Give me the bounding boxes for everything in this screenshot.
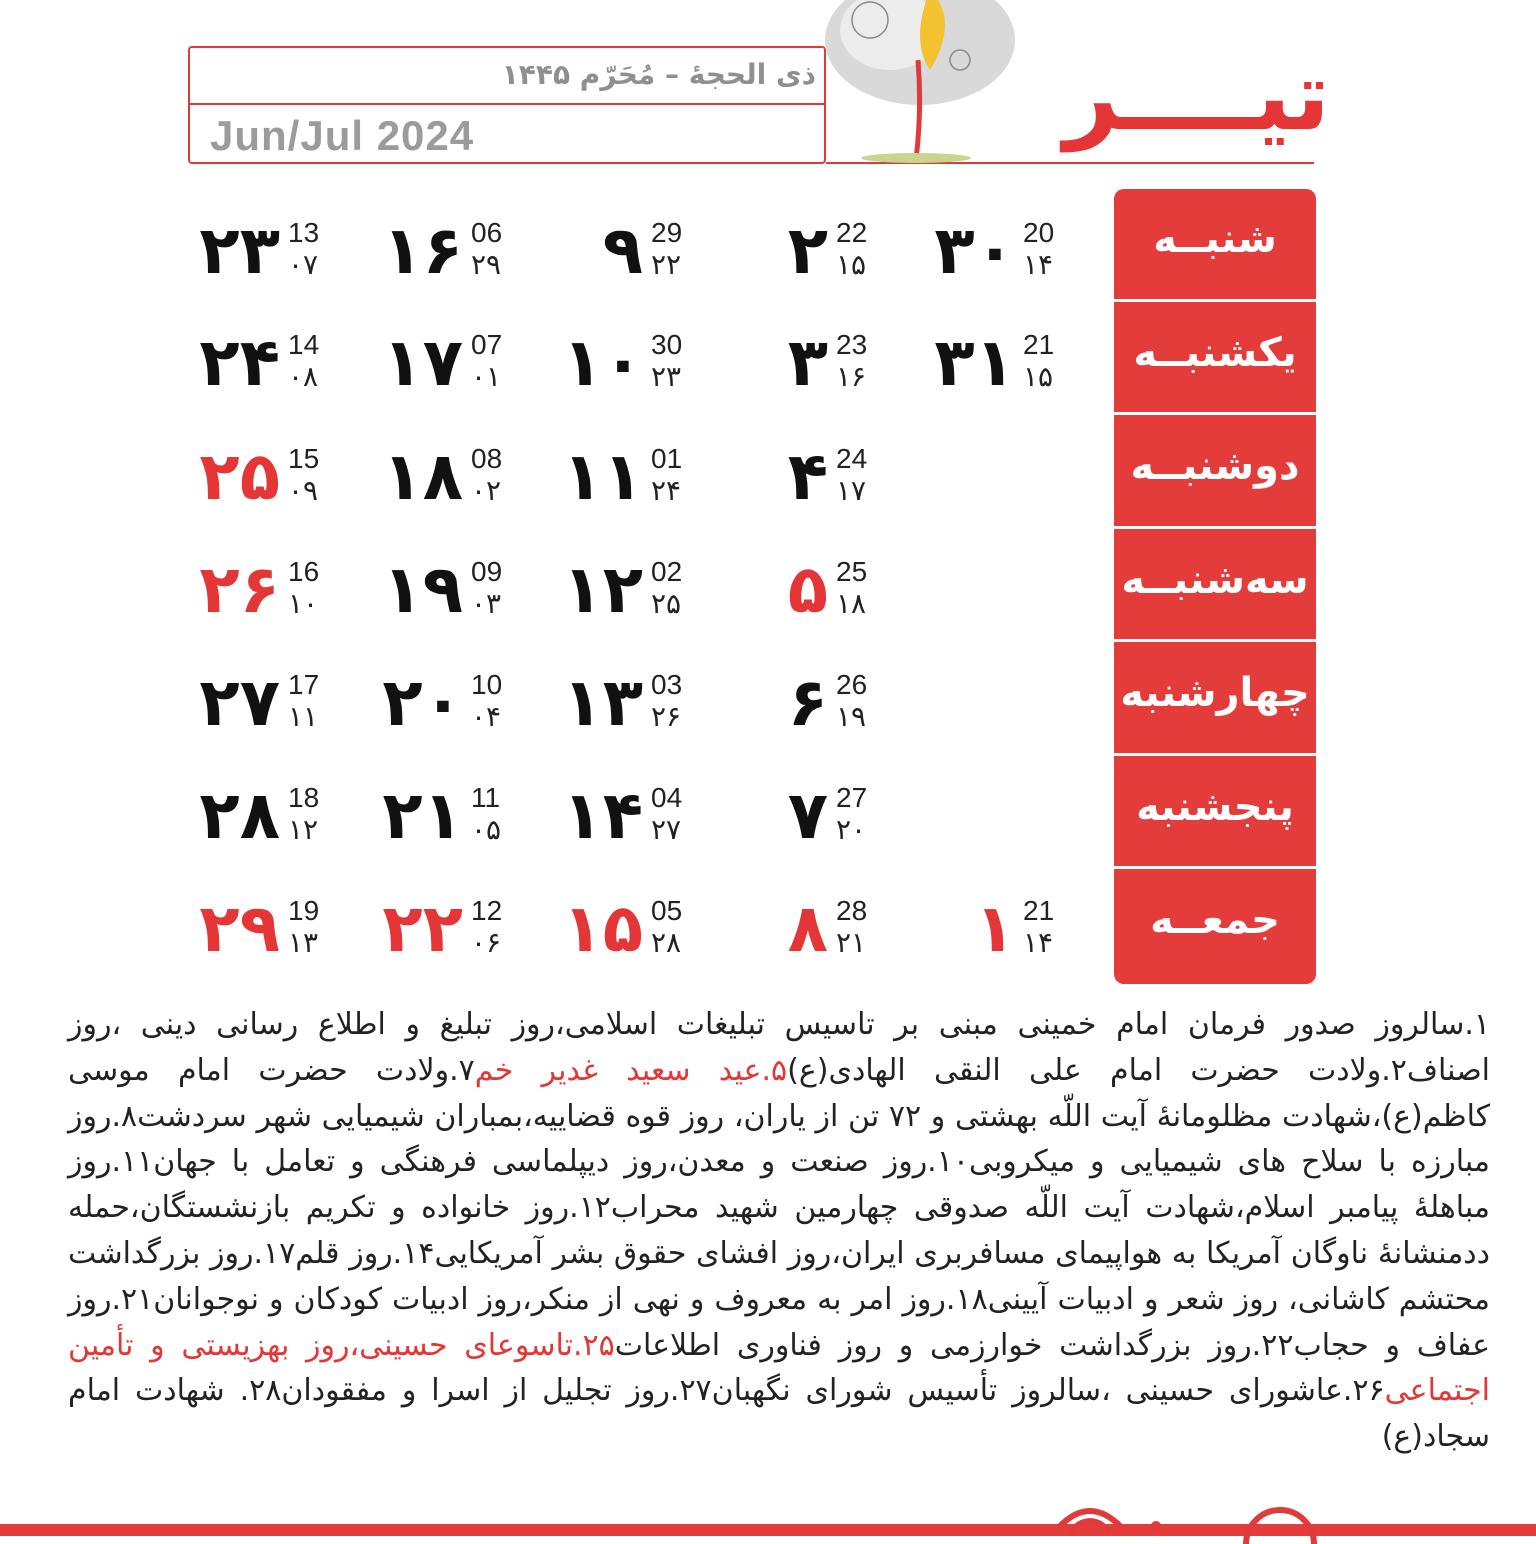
solar-day-number: ۳ xyxy=(787,324,828,401)
calendar-day-cell[interactable] xyxy=(190,545,370,635)
solar-day-number: ۶ xyxy=(787,664,828,741)
calendar-day-cell[interactable] xyxy=(925,206,1105,296)
gregorian-range: Jun/Jul 2024 xyxy=(210,112,475,159)
hijri-day-number: ۲۹ xyxy=(471,248,502,281)
gregorian-day-number: 25 xyxy=(836,556,868,587)
hijri-day-number: ۲۷ xyxy=(651,813,682,846)
occasions-part-2: ۷.ولادت حضرت امام موسی کاظم(ع)،شهادت مظلومانهٔ آیت اللّه بهشتی و ۷۲ تن از یاران، روز قوه قضاییه،بمباران شیمیایی شهر سردشت۸.روز مبارزه با سلاح های شیمیایی و میکروبی۱۰.روز صنعت و معدن،روز دیپلماسی فرهنگی و تعامل با جهان۱۱.روز مباهلهٔ پیامبر اسلام،شهادت آیت اللّه صدوقی چهارمین شهید محراب۱۲.روز خانواده و تکریم بازنشستگان،حمله ددمنشانهٔ ناوگان آمریکا به هواپیمای مسافربری ایران،روز افشای حقوق بشر آمریکایی۱۴.روز قلم۱۷.روز بزرگداشت محتشم کاشانی، روز شعر و ادبیات آیینی۱۸.روز امر به معروف و نهی از منکر،روز ادبیات کودکان و نوجوانان۲۱.روز عفاف و حجاب۲۲.روز بزرگداشت خوارزمی و روز فناوری اطلاعات xyxy=(68,1052,1491,1363)
solar-day-number: ۲۵ xyxy=(199,438,280,515)
hijri-day-number: ۰۵ xyxy=(471,813,502,846)
calendar-day-cell[interactable] xyxy=(553,884,733,974)
solar-day-number: ۱۳ xyxy=(562,664,643,741)
occasions-highlight-tasua: ۲۵.تاسوعای حسینی،روز بهزیستی و تأمین اجتماعی xyxy=(68,1327,1490,1409)
solar-day-number: ۲۷ xyxy=(199,664,280,741)
solar-day-number: ۳۰ xyxy=(934,212,1015,289)
gregorian-day-number: 03 xyxy=(651,669,683,700)
gregorian-day-number: 21 xyxy=(1023,329,1055,360)
hijri-day-number: ۱۲ xyxy=(288,813,319,846)
gregorian-day-number: 17 xyxy=(288,669,320,700)
solar-day-number: ۲۶ xyxy=(199,551,280,628)
hijri-day-number: ۱۶ xyxy=(836,360,867,393)
gregorian-day-number: 10 xyxy=(471,669,503,700)
calendar-day-cell[interactable] xyxy=(190,206,370,296)
hijri-day-number: ۱۴ xyxy=(1023,926,1054,959)
wifi-icon xyxy=(1050,1498,1130,1536)
hijri-day-number: ۲۵ xyxy=(651,587,682,620)
dot-icon xyxy=(1150,1520,1162,1532)
solar-day-number: ۲۴ xyxy=(199,324,280,401)
solar-day-number: ۲۱ xyxy=(382,777,463,854)
solar-day-number: ۳۱ xyxy=(934,324,1015,401)
weekday-label: یکشنبــه xyxy=(1133,329,1297,376)
calendar-day-cell[interactable] xyxy=(738,545,918,635)
calendar-day-cell[interactable] xyxy=(925,884,1105,974)
hijri-day-number: ۱۱ xyxy=(288,700,319,733)
gregorian-day-number: 06 xyxy=(471,217,503,248)
calendar-day-cell[interactable] xyxy=(738,658,918,748)
calendar-day-cell[interactable] xyxy=(190,771,370,861)
hijri-day-number: ۱۵ xyxy=(1023,360,1054,393)
calendar-day-cell[interactable] xyxy=(373,432,553,522)
solar-day-number: ۱۷ xyxy=(382,324,463,401)
solar-day-number: ۱۵ xyxy=(562,890,643,967)
hijri-day-number: ۱۷ xyxy=(836,474,867,507)
occasions-part-1: ۱.سالروز صدور فرمان امام خمینی مبنی بر تاسیس تبلیغات اسلامی،روز تبلیغ و اطلاع رسانی دینی ،روز اصناف۲.ولادت حضرت امام علی النقی الهادی(ع) xyxy=(68,1007,1491,1088)
hijri-day-number: ۰۱ xyxy=(471,360,502,393)
weekday-label: پنجشنبه xyxy=(1136,783,1294,830)
calendar-day-cell[interactable] xyxy=(738,771,918,861)
hijri-day-number: ۰۸ xyxy=(288,360,319,393)
solar-day-number: ۱۱ xyxy=(562,438,643,515)
gregorian-day-number: 04 xyxy=(651,782,683,813)
solar-day-number: ۲۰ xyxy=(382,664,463,741)
gregorian-day-number: 27 xyxy=(836,782,868,813)
weekday-label: شنبــه xyxy=(1153,216,1277,262)
calendar-day-cell[interactable] xyxy=(553,771,733,861)
solar-day-number: ۱۹ xyxy=(382,551,463,628)
solar-day-number: ۲۸ xyxy=(199,777,280,854)
gregorian-day-number: 22 xyxy=(836,217,868,248)
calendar-day-cell[interactable] xyxy=(190,318,370,408)
solar-day-number: ۱۶ xyxy=(382,212,463,289)
gregorian-day-number: 07 xyxy=(471,329,503,360)
weekday-label: چهارشنبه xyxy=(1120,670,1310,716)
gregorian-day-number: 26 xyxy=(836,669,868,700)
calendar-day-cell[interactable] xyxy=(738,884,918,974)
gregorian-day-number: 23 xyxy=(836,329,868,360)
calendar-day-cell[interactable] xyxy=(738,206,918,296)
ring-icon xyxy=(1240,1504,1320,1544)
solar-day-number: ۲۳ xyxy=(199,212,280,289)
gregorian-day-number: 08 xyxy=(471,443,503,474)
hijri-day-number: ۲۴ xyxy=(651,474,682,507)
solar-day-number: ۷ xyxy=(787,777,828,854)
hijri-day-number: ۰۳ xyxy=(471,587,502,620)
calendar-day-cell[interactable] xyxy=(190,432,370,522)
gregorian-day-number: 12 xyxy=(471,895,503,926)
gregorian-day-number: 18 xyxy=(288,782,320,813)
calendar-day-cell[interactable] xyxy=(553,658,733,748)
occasions-highlight-ghadir: ۵.عید سعید غدیر خم xyxy=(474,1052,788,1088)
hijri-day-number: ۰۲ xyxy=(471,474,502,507)
hijri-day-number: ۰۴ xyxy=(471,700,502,733)
weekday-label: سه‌شنبــه xyxy=(1121,556,1309,603)
calendar-day-cell[interactable] xyxy=(373,318,553,408)
hijri-day-number: ۱۳ xyxy=(288,926,319,959)
gregorian-day-number: 13 xyxy=(288,217,320,248)
gregorian-day-number: 20 xyxy=(1023,217,1055,248)
hijri-range: ذی الحجهٔ – مُحَرّم ۱۴۴۵ xyxy=(501,58,816,91)
calendar-day-cell[interactable] xyxy=(553,318,733,408)
hijri-day-number: ۲۸ xyxy=(651,926,682,959)
hijri-day-number: ۰۹ xyxy=(288,474,319,507)
solar-day-number: ۴ xyxy=(787,438,828,515)
gregorian-day-number: 14 xyxy=(288,329,320,360)
gregorian-day-number: 15 xyxy=(288,443,320,474)
hijri-day-number: ۱۰ xyxy=(288,587,319,620)
calendar-day-cell[interactable] xyxy=(190,884,370,974)
hijri-day-number: ۲۳ xyxy=(651,360,682,393)
calendar-day-cell[interactable] xyxy=(738,432,918,522)
gregorian-day-number: 16 xyxy=(288,556,320,587)
gregorian-day-number: 28 xyxy=(836,895,868,926)
hijri-day-number: ۱۵ xyxy=(836,248,867,281)
gregorian-day-number: 19 xyxy=(288,895,320,926)
weekday-label: دوشنبــه xyxy=(1130,443,1300,489)
calendar-day-cell[interactable] xyxy=(553,432,733,522)
calendar-day-cell[interactable] xyxy=(373,545,553,635)
hijri-day-number: ۲۲ xyxy=(651,248,682,281)
gregorian-day-number: 02 xyxy=(651,556,683,587)
calendar-day-cell[interactable] xyxy=(190,658,370,748)
hijri-day-number: ۲۶ xyxy=(651,700,682,733)
hijri-day-number: ۱۸ xyxy=(836,587,867,620)
calendar-day-cell[interactable] xyxy=(553,545,733,635)
hijri-day-number: ۱۹ xyxy=(836,700,867,733)
hijri-day-number: ۲۰ xyxy=(836,813,867,846)
gregorian-day-number: 29 xyxy=(651,217,683,248)
solar-day-number: ۱۰ xyxy=(562,324,643,401)
gregorian-day-number: 11 xyxy=(471,782,501,813)
solar-day-number: ۲۲ xyxy=(382,890,463,967)
calendar-day-cell[interactable] xyxy=(738,318,918,408)
solar-day-number: ۹ xyxy=(602,212,643,289)
month-name: تیــــر xyxy=(1063,40,1330,152)
solar-day-number: ۱۴ xyxy=(562,777,643,854)
calendar-day-cell[interactable] xyxy=(373,771,553,861)
calendar-day-cell[interactable] xyxy=(553,206,733,296)
solar-day-number: ۸ xyxy=(787,890,828,967)
hijri-day-number: ۲۱ xyxy=(836,926,867,959)
hijri-day-number: ۰۷ xyxy=(288,248,319,281)
solar-day-number: ۱ xyxy=(974,890,1015,967)
solar-day-number: ۱۸ xyxy=(382,438,463,515)
gregorian-day-number: 05 xyxy=(651,895,683,926)
solar-day-number: ۵ xyxy=(787,551,828,628)
solar-day-number: ۱۲ xyxy=(562,551,643,628)
gregorian-day-number: 21 xyxy=(1023,895,1055,926)
calendar-day-cell[interactable] xyxy=(373,206,553,296)
occasions-part-3: ۲۶.عاشورای حسینی ،سالروز تأسیس شورای نگهبان۲۷.روز تجلیل از اسرا و مفقودان۲۸. شهادت امام سجاد(ع) xyxy=(68,1373,1490,1455)
gregorian-day-number: 01 xyxy=(651,443,683,474)
occasions-text xyxy=(68,1002,1490,1460)
solar-day-number: ۲ xyxy=(787,212,828,289)
solar-day-number: ۲۹ xyxy=(199,890,280,967)
weekday-label: جمعــه xyxy=(1150,897,1280,943)
hijri-day-number: ۱۴ xyxy=(1023,248,1054,281)
calendar-day-cell[interactable] xyxy=(925,318,1105,408)
hijri-day-number: ۰۶ xyxy=(471,926,502,959)
calendar-day-cell[interactable] xyxy=(373,884,553,974)
gregorian-day-number: 30 xyxy=(651,329,683,360)
gregorian-day-number: 09 xyxy=(471,556,503,587)
calendar-day-cell[interactable] xyxy=(373,658,553,748)
gregorian-day-number: 24 xyxy=(836,443,868,474)
